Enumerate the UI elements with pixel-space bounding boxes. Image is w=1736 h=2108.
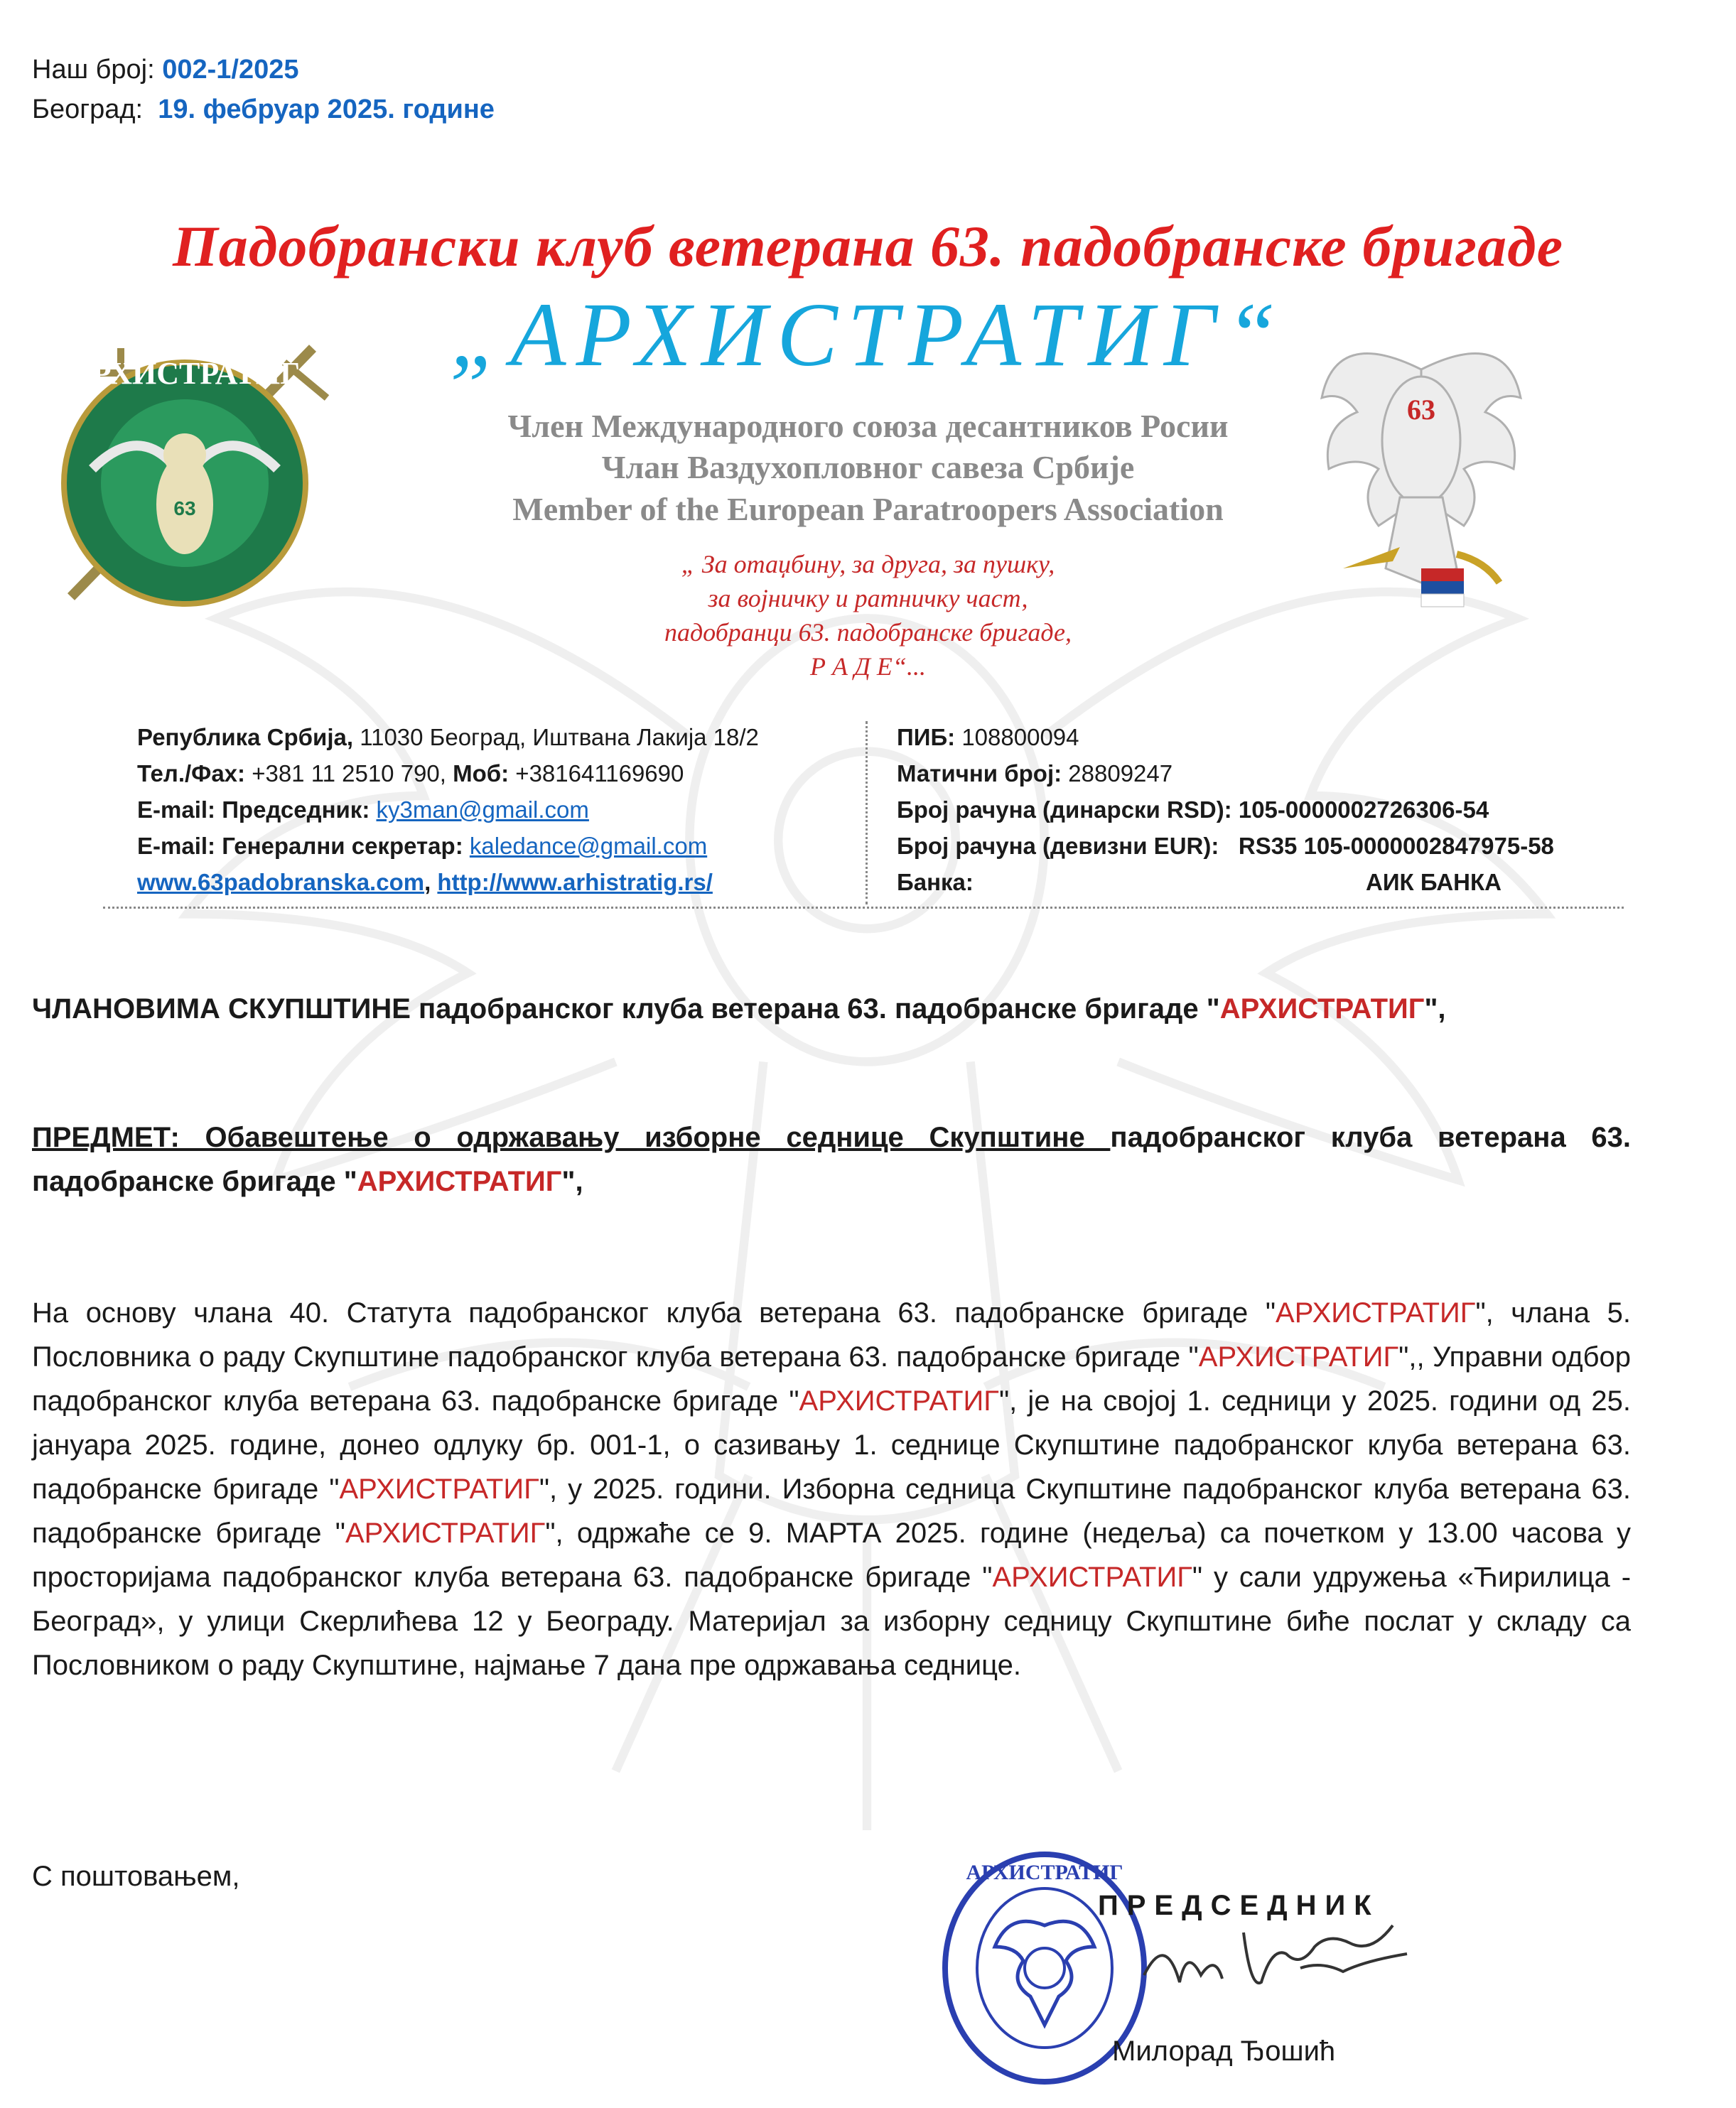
subject-rest: падобранског клуба ветерана 63. падобранске бригаде " (32, 1122, 1631, 1197)
mb-label: Матични број: (897, 760, 1062, 787)
body-part-5: ", у 2025. години. Изборна седница Скупштине падобранског клуба ветерана 63. падобранске бригаде " (32, 1474, 1631, 1549)
subject-line (32, 1115, 1631, 1204)
website-separator: , (424, 869, 438, 895)
body-club-name-6: АРХИСТРАТИГ (992, 1562, 1192, 1593)
president-email-link[interactable]: ky3man@gmail.com (376, 796, 589, 823)
reference-place-label: Београд: (32, 94, 144, 124)
secretary-email-link[interactable]: kaledance@gmail.com (469, 833, 708, 859)
mobile-label: Моб: (453, 760, 510, 787)
motto-line-4: Р А Д Е“... (810, 652, 926, 681)
bank-name: АИК БАНКА (1366, 869, 1502, 895)
pib-label: ПИБ: (897, 724, 956, 750)
phone-label: Тел./Фах: (137, 760, 246, 787)
contact-divider-horizontal (103, 907, 1624, 909)
subject-club-name: АРХИСТРАТИГ (357, 1166, 562, 1197)
reference-date-value: 19. фебруар 2025. године (158, 94, 495, 124)
body-part-3: ",, Управни одбор падобранског клуба ветерана 63. падобранске бригаде " (32, 1341, 1632, 1417)
body-part-6: ", одржаће се 9. МАРТА 2025. године (недеља) са почетком у 13.00 часова у просторијама падобранског клуба ветерана 63. падобранске бригаде " (32, 1518, 1631, 1593)
body-club-name-1: АРХИСТРАТИГ (1276, 1297, 1476, 1329)
secretary-email-label: E-mail: Генерални секретар: (137, 833, 463, 859)
address: 11030 Београд, Иштвана Лакија 18/2 (353, 724, 759, 750)
body-club-name-2: АРХИСТРАТИГ (1198, 1341, 1399, 1373)
eur-account-label: Број рачуна (девизни EUR): (897, 833, 1219, 859)
mb-value: 28809247 (1062, 760, 1173, 787)
club-title: Падобрански клуб ветерана 63. падобранске бригаде (172, 214, 1564, 279)
closing-line: С поштовањем, (32, 1861, 240, 1892)
motto-line-3: падобранци 63. падобранске бригаде, (664, 618, 1072, 647)
reference-number-line (32, 50, 299, 90)
handwritten-signature (1137, 1904, 1421, 2011)
addressee-prefix: ЧЛАНОВИМА СКУПШТИНЕ падобранског клуба ветерана 63. падобранске бригаде " (32, 993, 1220, 1025)
eur-account-value: RS35 105-0000002847975-58 (1238, 833, 1554, 859)
left-emblem-ring-text: АРХИСТРАТИГ (69, 356, 301, 391)
addressee-club-name: АРХИСТРАТИГ (1219, 993, 1425, 1025)
body-part-4: ", је на својој 1. седници у 2025. години од 25. јануара 2025. године, донео одлуку бр. 001-1, о сазивању 1. седнице Скупштине падобранског клуба ветерана 63. падобранске бригаде " (32, 1385, 1631, 1505)
rsd-account: Број рачуна (динарски RSD): 105-0000002726306-54 (897, 796, 1489, 823)
website-link-2[interactable]: http://www.arhistratig.rs/ (437, 869, 713, 895)
bank-label: Банка: (897, 869, 974, 895)
member-line-russia: Член Международного союза десантников Росии (507, 408, 1229, 444)
member-line-serbia: Члан Ваздухопловног савеза Србије (601, 449, 1135, 485)
stamp-text: АРХИСТРАТИГ (966, 1861, 1123, 1884)
right-emblem-number: 63 (1407, 394, 1435, 426)
motto-line-1: „ За отаџбину, за друга, за пушку, (681, 550, 1055, 578)
reference-number-label: Наш број: (32, 55, 155, 85)
addressee-suffix: ", (1424, 993, 1446, 1025)
body-part-7: " у сали удружења «Ћирилица - Београд», у улици Скерлићева 12 у Београду. Материјал за изборну седницу Скупштине биће послат у складу са Пословником о раду Скупштине, најмање 7 дана пре одржавања седнице. (32, 1562, 1632, 1681)
pib-value: 108800094 (955, 724, 1079, 750)
contact-right (897, 719, 1636, 900)
reference-number-value: 002-1/2025 (162, 55, 299, 85)
country-label: Република Србија, (137, 724, 354, 750)
member-line-europe: Member of the European Paratroopers Association (512, 491, 1224, 527)
subject-underlined: ПРЕДМЕТ: Обавештење о одржавању изборне седнице Скупштине (32, 1122, 1111, 1153)
subject-suffix: ", (561, 1166, 583, 1197)
letter-body (32, 1291, 1631, 1687)
phone: +381 11 2510 790, (245, 760, 453, 787)
addressee-line (32, 987, 1631, 1031)
reference-date-line (32, 90, 495, 129)
body-part-2: ", члана 5. Пословника о раду Скупштине падобранског клуба ветерана 63. падобранске бригаде " (32, 1297, 1631, 1373)
body-club-name-4: АРХИСТРАТИГ (339, 1474, 539, 1505)
website-link-1[interactable]: www.63padobranska.com (137, 869, 425, 895)
contact-divider-vertical (866, 721, 868, 904)
president-title: ПРЕДСЕДНИК (1098, 1890, 1380, 1921)
body-part-1: На основу члана 40. Статута падобранског клуба ветерана 63. падобранске бригаде " (32, 1297, 1276, 1329)
motto-line-2: за војничку и ратничку част, (708, 584, 1028, 612)
mobile: +381641169690 (509, 760, 684, 787)
body-club-name-3: АРХИСТРАТИГ (799, 1385, 999, 1417)
contact-left (137, 719, 855, 900)
left-emblem-number: 63 (173, 497, 196, 519)
president-name: Милорад Ђошић (1112, 2036, 1336, 2067)
club-name: „АРХИСТРАТИГ“ (450, 284, 1286, 385)
body-club-name-5: АРХИСТРАТИГ (345, 1518, 546, 1549)
president-email-label: E-mail: Председник: (137, 796, 370, 823)
